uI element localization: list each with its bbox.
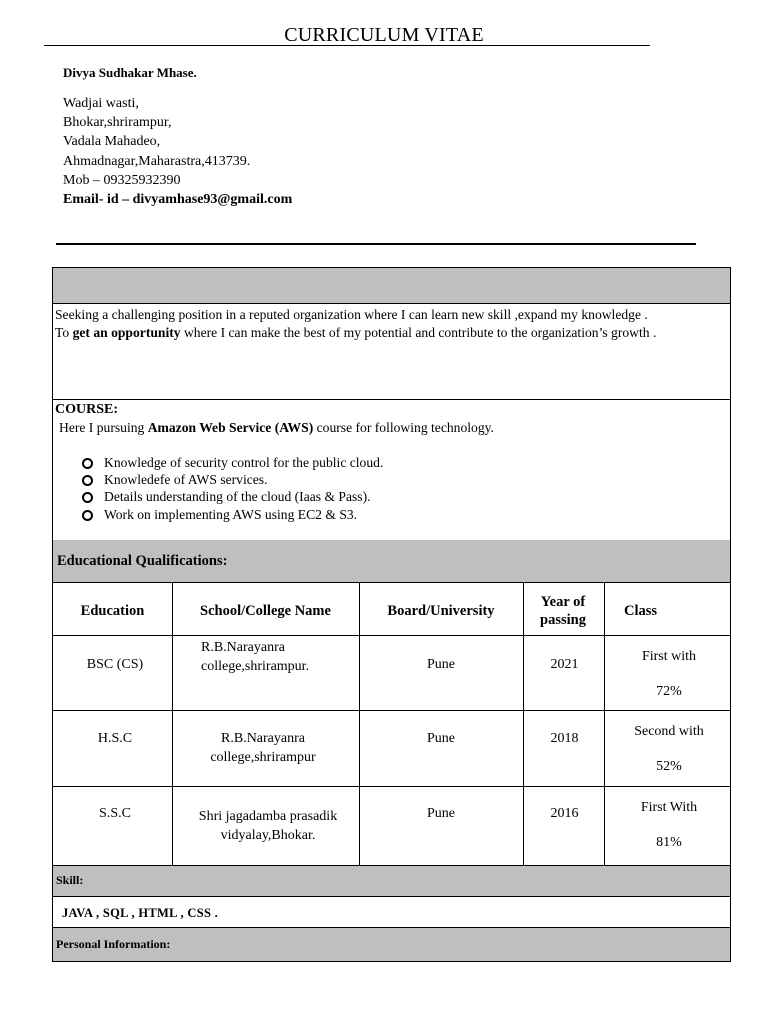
list-item bbox=[81, 488, 383, 505]
career-objective bbox=[55, 306, 725, 342]
cell-class-label: First With bbox=[640, 800, 698, 815]
cell-year: 2018 bbox=[550, 731, 579, 746]
divider bbox=[53, 303, 730, 304]
skill-heading: Skill: bbox=[56, 873, 84, 887]
mobile-number: Mob – 09325932390 bbox=[63, 173, 181, 188]
table-row-divider bbox=[53, 710, 730, 711]
divider bbox=[53, 896, 730, 897]
list-item bbox=[81, 471, 383, 488]
divider bbox=[53, 865, 730, 866]
objective-line-2 bbox=[55, 324, 725, 342]
cell-board: Pune bbox=[427, 731, 455, 746]
course-topic: Details understanding of the cloud (Iaas & Pass). bbox=[104, 489, 371, 505]
list-item bbox=[81, 454, 383, 471]
cell-class-percent: 72% bbox=[656, 684, 682, 699]
objective-header-band bbox=[53, 268, 730, 303]
personal-info-heading: Personal Information: bbox=[56, 937, 171, 951]
header-divider bbox=[56, 243, 696, 245]
objective-suffix: where I can make the best of my potential and contribute to the organization’s growth . bbox=[180, 325, 657, 340]
objective-bold: get an opportunity bbox=[72, 325, 181, 340]
objective-line-1: Seeking a challenging position in a reputed organization where I can learn new skill ,expand my knowledge . bbox=[55, 307, 648, 322]
cell-class-label: Second with bbox=[634, 724, 704, 739]
address-line-4: Ahmadnagar,Maharastra,413739. bbox=[63, 154, 251, 169]
cell-school: Shri jagadamba prasadik vidyalay,Bhokar. bbox=[198, 809, 338, 843]
course-topic: Work on implementing AWS using EC2 & S3. bbox=[104, 506, 358, 522]
address-line-1: Wadjai wasti, bbox=[63, 96, 139, 111]
cell-board: Pune bbox=[427, 657, 455, 672]
column-header-year: Year of passing bbox=[540, 594, 586, 628]
title-underline bbox=[44, 45, 650, 46]
education-heading: Educational Qualifications: bbox=[57, 553, 228, 569]
cell-school: R.B.Narayanra college,shrirampur bbox=[210, 731, 316, 765]
bullet-circle-icon bbox=[82, 510, 93, 521]
cell-education: S.S.C bbox=[99, 806, 131, 821]
course-heading: COURSE: bbox=[55, 402, 119, 417]
table-row-divider bbox=[53, 635, 730, 636]
cell-class-percent: 52% bbox=[656, 759, 682, 774]
course-topic: Knowledge of security control for the public cloud. bbox=[104, 455, 384, 470]
course-topics-list bbox=[81, 454, 383, 523]
cell-year: 2021 bbox=[550, 657, 579, 672]
cv-body-frame bbox=[52, 267, 731, 962]
candidate-name: Divya Sudhakar Mhase. bbox=[63, 65, 197, 80]
course-intro bbox=[59, 420, 494, 436]
course-topic: Knowledefe of AWS services. bbox=[104, 472, 268, 488]
column-header-school: School/College Name bbox=[200, 603, 331, 619]
column-header-class: Class bbox=[624, 603, 658, 619]
address-line-2: Bhokar,shrirampur, bbox=[63, 115, 172, 130]
skill-header-band bbox=[53, 865, 730, 896]
divider bbox=[53, 399, 730, 400]
course-intro-prefix: Here I pursuing bbox=[59, 420, 148, 435]
objective-prefix: To bbox=[55, 325, 73, 340]
bullet-circle-icon bbox=[82, 458, 93, 469]
course-intro-suffix: course for following technology. bbox=[313, 420, 494, 435]
bullet-circle-icon bbox=[82, 492, 93, 503]
cell-education: BSC (CS) bbox=[86, 657, 144, 672]
cell-education: H.S.C bbox=[97, 731, 133, 746]
table-row-divider bbox=[53, 786, 730, 787]
cell-school: R.B.Narayanra college,shrirampur. bbox=[201, 640, 310, 674]
list-item bbox=[81, 506, 383, 523]
cell-year: 2016 bbox=[550, 806, 579, 821]
column-header-board: Board/University bbox=[387, 603, 495, 619]
bullet-circle-icon bbox=[82, 475, 93, 486]
document-title: CURRICULUM VITAE bbox=[284, 24, 484, 46]
address-line-3: Vadala Mahadeo, bbox=[63, 134, 161, 149]
email-address: Email- id – divyamhase93@gmail.com bbox=[63, 192, 293, 207]
divider bbox=[53, 582, 730, 583]
course-intro-bold: Amazon Web Service (AWS) bbox=[147, 420, 314, 435]
cell-class-percent: 81% bbox=[656, 835, 682, 850]
column-header-education: Education bbox=[80, 603, 145, 619]
cell-board: Pune bbox=[427, 806, 455, 821]
cell-class-label: First with bbox=[641, 649, 697, 664]
skills-list: JAVA , SQL , HTML , CSS . bbox=[62, 906, 219, 920]
